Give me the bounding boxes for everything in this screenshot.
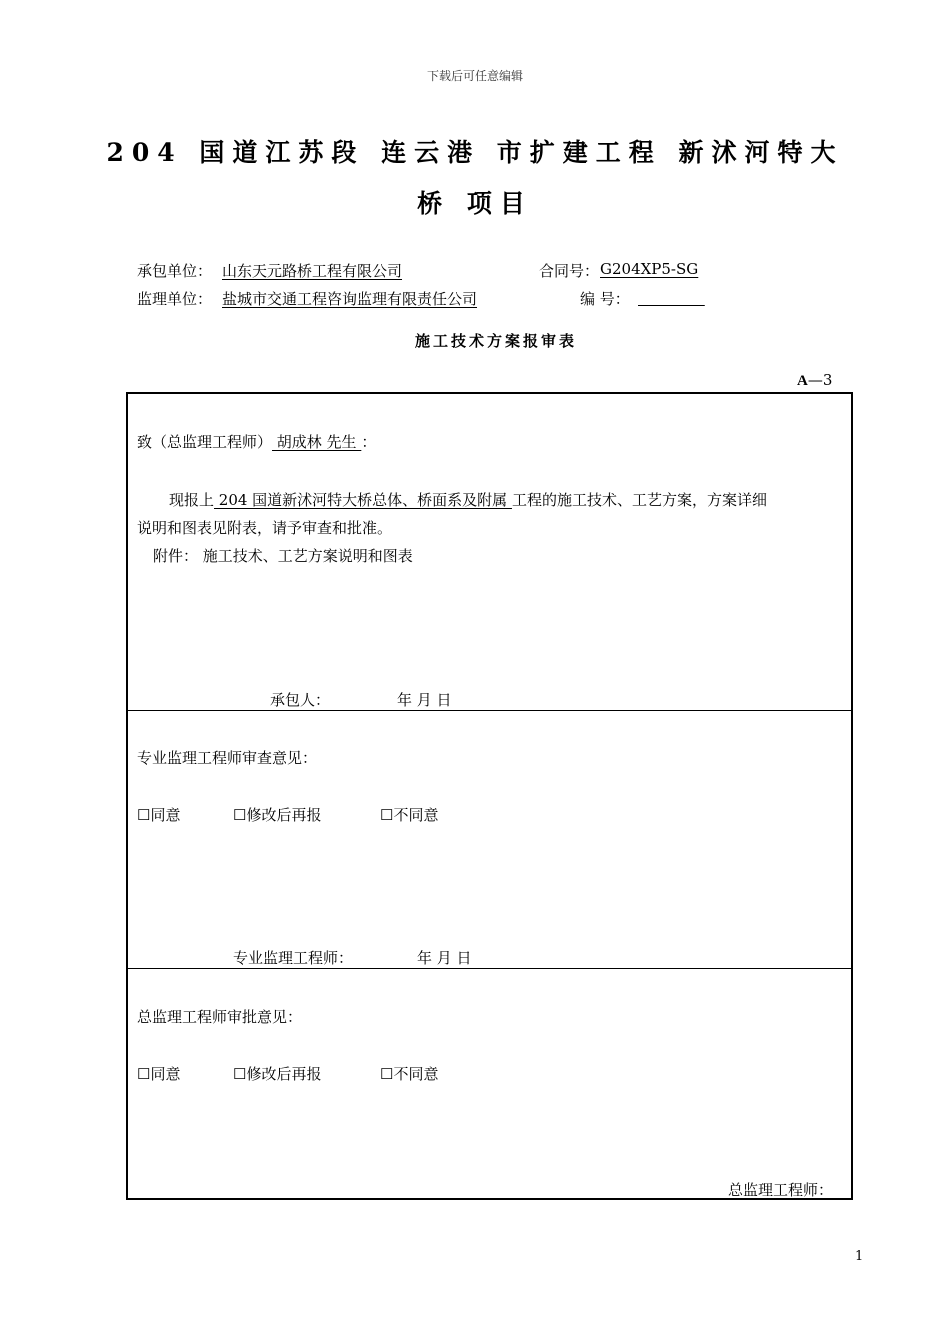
page-number: 1 <box>855 1249 864 1264</box>
addressee-suffix: ： <box>361 433 377 451</box>
contract-no-value: G204XP5-SG <box>600 260 699 278</box>
supervisor-label: 监理单位： <box>137 290 213 308</box>
chief-approval-heading: 总监理工程师审批意见： <box>137 1008 303 1026</box>
form-code-suffix: —3 <box>807 371 833 389</box>
contract-no-label: 合同号： <box>539 262 600 280</box>
form-code <box>797 371 832 390</box>
project-name: 204 国道新沭河特大桥总体、桥面系及附属 <box>214 491 512 509</box>
chief-option-revise[interactable]: ☐修改后再报 <box>233 1065 322 1083</box>
serial-label: 编 号： <box>580 290 630 308</box>
contractor-date: 年 月 日 <box>397 691 452 709</box>
chief-option-disagree[interactable]: ☐不同意 <box>380 1065 439 1083</box>
chief-signature-label: 总监理工程师： <box>728 1181 834 1199</box>
contractor-signature-label: 承包人： <box>270 691 331 709</box>
contractor-label: 承包单位： <box>137 262 213 280</box>
serial-value <box>638 288 705 306</box>
addressee-line <box>137 431 376 452</box>
specialist-option-agree[interactable]: ☐同意 <box>137 806 181 824</box>
document-title-line1: 204 国道江苏段 连云港 市扩建工程 新沭河特大 <box>106 138 844 167</box>
submission-paragraph-line2: 说明和图表见附表，请予审查和批准。 <box>137 519 393 537</box>
addressee-prefix: 致（总监理工程师） <box>137 433 273 451</box>
submission-paragraph-line1 <box>169 489 767 510</box>
addressee-name: 胡成林 先生 <box>272 433 362 451</box>
form-code-prefix: A <box>797 373 808 389</box>
specialist-date: 年 月 日 <box>417 949 472 967</box>
specialist-review-heading: 专业监理工程师审查意见： <box>137 749 318 767</box>
specialist-option-revise[interactable]: ☐修改后再报 <box>233 806 322 824</box>
specialist-signature-label: 专业监理工程师： <box>233 949 354 967</box>
document-title-line2: 桥 项目 <box>417 189 533 218</box>
section-divider-1 <box>126 710 853 711</box>
specialist-option-disagree[interactable]: ☐不同意 <box>380 806 439 824</box>
section-divider-2 <box>126 968 853 969</box>
form-title: 施工技术方案报审表 <box>414 332 577 350</box>
attachment-line: 附件： 施工技术、工艺方案说明和图表 <box>153 547 413 565</box>
submission-suffix: 工程的施工技术、工艺方案，方案详细 <box>511 491 767 509</box>
submission-prefix: 现报上 <box>169 491 215 509</box>
supervisor-value: 盐城市交通工程咨询监理有限责任公司 <box>222 290 478 308</box>
chief-option-agree[interactable]: ☐同意 <box>137 1065 181 1083</box>
download-note: 下载后可任意编辑 <box>426 69 523 83</box>
contractor-value: 山东天元路桥工程有限公司 <box>222 262 403 280</box>
